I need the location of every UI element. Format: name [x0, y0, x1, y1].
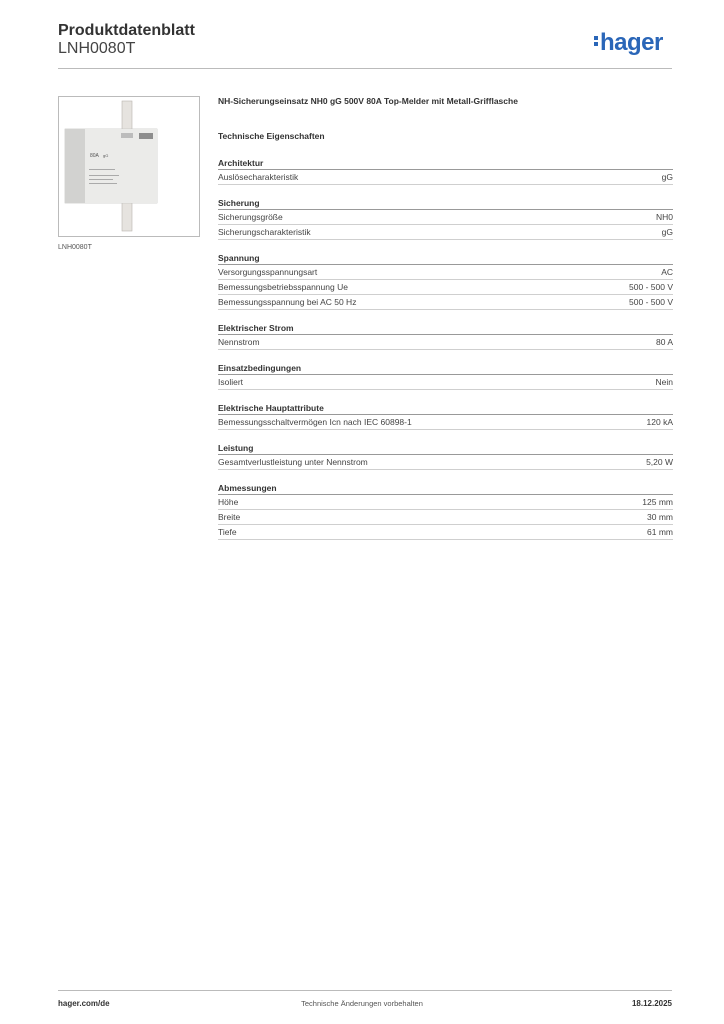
property-row [218, 510, 673, 525]
logo-dots-icon [594, 34, 599, 48]
footer-website-link[interactable]: hager.com/de [58, 999, 110, 1008]
property-value: 125 mm [642, 497, 673, 507]
fuse-illustration [59, 97, 199, 236]
footer-notice: Technische Änderungen vorbehalten [301, 999, 423, 1008]
property-value: 30 mm [647, 512, 673, 522]
property-row [218, 415, 673, 430]
property-row [218, 335, 673, 350]
property-row [218, 375, 673, 390]
fuse-rating-label: 80A [90, 153, 99, 159]
property-label: Bemessungsspannung bei AC 50 Hz [218, 297, 357, 307]
property-value: 500 - 500 V [629, 282, 673, 292]
property-row [218, 495, 673, 510]
property-row [218, 280, 673, 295]
section-title: Einsatzbedingungen [218, 363, 673, 375]
section-title: Architektur [218, 158, 673, 170]
product-title: NH-Sicherungseinsatz NH0 gG 500V 80A Top-Melder mit Metall-Grifflasche [218, 96, 518, 106]
property-row [218, 210, 673, 225]
section-title: Spannung [218, 253, 673, 265]
footer-divider [58, 990, 672, 991]
property-value: 120 kA [646, 417, 673, 427]
section-elektrischer-strom [218, 323, 673, 350]
property-row [218, 455, 673, 470]
property-label: Isoliert [218, 377, 244, 387]
property-label: Sicherungscharakteristik [218, 227, 311, 237]
product-image [58, 96, 200, 237]
hager-logo [594, 29, 663, 57]
section-title: Elektrische Hauptattribute [218, 403, 673, 415]
section-spannung [218, 253, 673, 310]
property-row [218, 170, 673, 185]
property-label: Auslösecharakteristik [218, 172, 299, 182]
property-value: 61 mm [647, 527, 673, 537]
section-title: Sicherung [218, 198, 673, 210]
property-label: Bemessungsschaltvermögen Icn nach IEC 60898-1 [218, 417, 412, 427]
property-row [218, 295, 673, 310]
property-label: Gesamtverlustleistung unter Nennstrom [218, 457, 368, 467]
section-title: Abmessungen [218, 483, 673, 495]
section-sicherung [218, 198, 673, 240]
page-title: Produktdatenblatt [58, 22, 195, 39]
section-architektur [218, 158, 673, 185]
property-value: NH0 [655, 212, 673, 222]
product-code: LNH0080T [58, 40, 136, 57]
product-details [218, 96, 673, 540]
property-value: gG [661, 172, 673, 182]
tech-heading: Technische Eigenschaften [218, 131, 325, 141]
property-label: Tiefe [218, 527, 237, 537]
property-label: Nennstrom [218, 337, 260, 347]
footer-date: 18.12.2025 [631, 999, 672, 1008]
property-row [218, 225, 673, 240]
header-divider [58, 68, 672, 69]
section-elektrische-hauptattribute [218, 403, 673, 430]
fuse-mark-label: gG [103, 153, 109, 158]
property-value: 5,20 W [646, 457, 673, 467]
property-value: 80 A [655, 337, 673, 347]
section-abmessungen [218, 483, 673, 540]
property-label: Versorgungsspannungsart [218, 267, 318, 277]
logo-text: hager [600, 29, 663, 56]
section-leistung [218, 443, 673, 470]
property-row [218, 525, 673, 540]
section-title: Elektrischer Strom [218, 323, 673, 335]
image-caption: LNH0080T [58, 244, 92, 251]
section-einsatzbedingungen [218, 363, 673, 390]
property-value: Nein [655, 377, 673, 387]
property-value: 500 - 500 V [629, 297, 673, 307]
property-value: AC [661, 267, 673, 277]
property-label: Höhe [218, 497, 239, 507]
property-row [218, 265, 673, 280]
property-label: Sicherungsgröße [218, 212, 283, 222]
property-value: gG [661, 227, 673, 237]
section-title: Leistung [218, 443, 673, 455]
property-label: Bemessungsbetriebsspannung Ue [218, 282, 348, 292]
property-label: Breite [218, 512, 241, 522]
